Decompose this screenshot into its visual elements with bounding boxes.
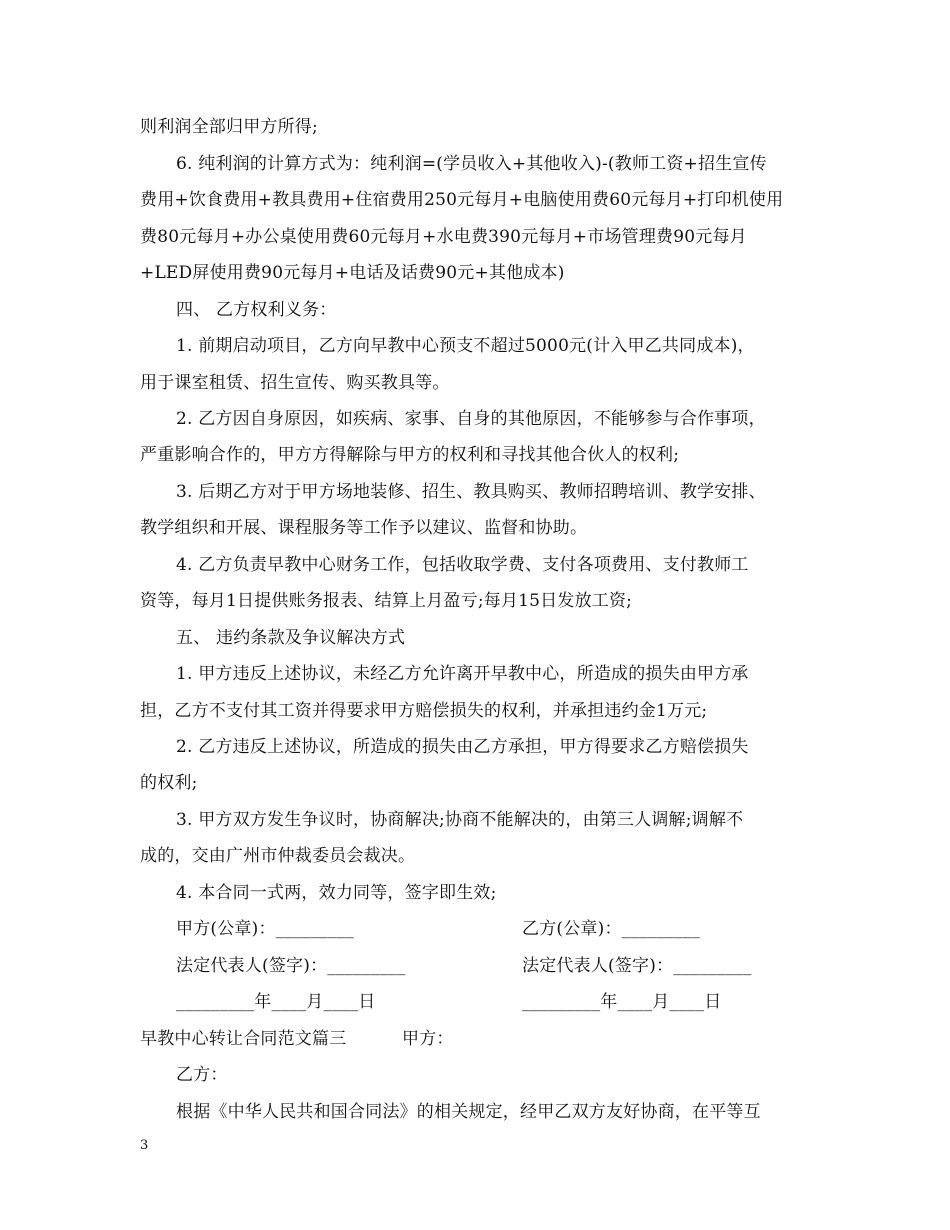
party-b-seal-field: 乙方(公章)：_________	[522, 919, 700, 939]
text-line: 费用+饮食费用+教具费用+住宿费用250元每月+电脑使用费60元每月+打印机使用	[140, 190, 784, 210]
party-a-representative-field: 法定代表人(签字)：_________	[176, 956, 406, 976]
text-line: 3. 后期乙方对于甲方场地装修、招生、教具购买、教师招聘培训、教学安排、	[176, 482, 766, 502]
party-a-seal-field: 甲方(公章)：_________	[176, 919, 354, 939]
text-line: 3. 甲方双方发生争议时，协商解决;协商不能解决的，由第三人调解;调解不	[176, 810, 744, 830]
text-line: 教学组织和开展、课程服务等工作予以建议、监督和协助。	[140, 518, 588, 538]
text-line: 担，乙方不支付其工资并得要求甲方赔偿损失的权利，并承担违约金1万元;	[140, 701, 708, 721]
text-line: 6. 纯利润的计算方式为：纯利润=(学员收入+其他收入)-(教师工资+招生宣传	[176, 154, 767, 174]
party-b-representative-field: 法定代表人(签字)：_________	[522, 956, 752, 976]
section-three-heading: 早教中心转让合同范文篇三	[140, 1029, 347, 1049]
text-line: 4. 本合同一式两，效力同等，签字即生效;	[176, 883, 497, 903]
text-line: 资等，每月1日提供账务报表、结算上月盈亏;每月15日发放工资;	[140, 591, 633, 611]
page-number: 3	[140, 1138, 149, 1153]
text-line: 4. 乙方负责早教中心财务工作，包括收取学费、支付各项费用、支付教师工	[176, 555, 749, 575]
party-a-date-field: _________年____月____日	[176, 992, 376, 1012]
party-b-date-field: _________年____月____日	[522, 992, 722, 1012]
text-line: 成的，交由广州市仲裁委员会裁决。	[140, 846, 416, 866]
text-line: 根据《中华人民共和国合同法》的相关规定，经甲乙双方友好协商，在平等互	[176, 1102, 761, 1122]
text-line: 1. 甲方违反上述协议，未经乙方允许离开早教中心，所造成的损失由甲方承	[176, 664, 749, 684]
section-three-party-b: 乙方：	[176, 1065, 228, 1085]
section-three-party-a: 甲方：	[402, 1029, 454, 1049]
section-heading: 五、 违约条款及争议解决方式	[176, 628, 406, 648]
text-line: 2. 乙方违反上述协议，所造成的损失由乙方承担，甲方得要求乙方赔偿损失	[176, 737, 749, 757]
text-line: 则利润全部归甲方所得;	[140, 117, 318, 137]
text-line: 的权利;	[140, 773, 198, 793]
text-line: 1. 前期启动项目，乙方向早教中心预支不超过5000元(计入甲乙共同成本)，	[176, 336, 755, 356]
section-heading: 四、 乙方权利义务：	[176, 300, 337, 320]
text-line: 2. 乙方因自身原因，如疾病、家事、自身的其他原因，不能够参与合作事项，	[176, 409, 766, 429]
text-line: 严重影响合作的，甲方方得解除与甲方的权利和寻找其他合伙人的权利;	[140, 445, 680, 465]
text-line: +LED屏使用费90元每月+电话及话费90元+其他成本)	[140, 263, 565, 283]
text-line: 费80元每月+办公桌使用费60元每月+水电费390元每月+市场管理费90元每月	[140, 227, 747, 247]
text-line: 用于课室租赁、招生宣传、购买教具等。	[140, 373, 450, 393]
